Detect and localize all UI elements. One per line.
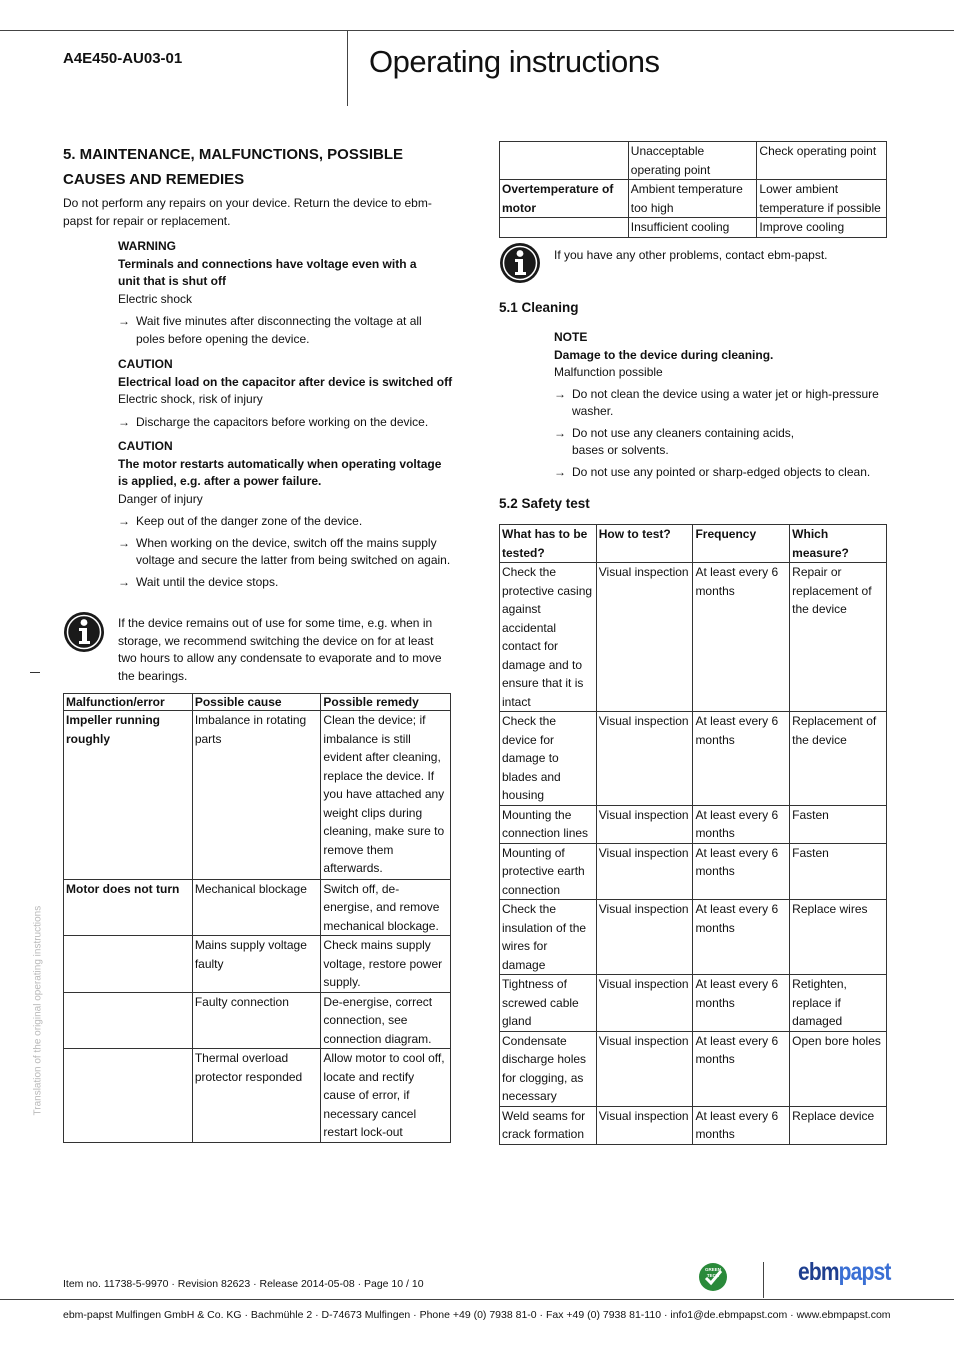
table-row — [500, 142, 887, 180]
side-note: Translation of the original operating instructions — [32, 905, 44, 1116]
table-header-cell: Malfunction/error — [64, 694, 193, 711]
header-divider — [347, 30, 348, 106]
malfunction-table — [63, 693, 451, 1143]
caution-label: CAUTION — [118, 357, 173, 371]
table-cell: Replace device — [790, 1106, 887, 1144]
table-cell: Visual inspection — [596, 1106, 693, 1144]
arrow-icon: → — [118, 574, 130, 589]
caution-effect: Danger of injury — [118, 491, 203, 506]
table-cell: Visual inspection — [596, 975, 693, 1032]
caution-block-2 — [118, 438, 453, 591]
table-cell: Switch off, de-energise, and remove mechanical blockage. — [321, 879, 451, 936]
greentech-badge — [698, 1262, 728, 1292]
table-header-row — [64, 694, 451, 711]
table-cell: Visual inspection — [596, 712, 693, 806]
table-cell: Insufficient cooling — [628, 218, 757, 238]
table-header-cell: What has to be tested? — [500, 525, 597, 563]
table-cell: Fasten — [790, 843, 887, 900]
table-cell: Weld seams for crack formation — [500, 1106, 597, 1144]
model-number: A4E450-AU03-01 — [63, 50, 183, 67]
table-cell: At least every 6 months — [693, 900, 790, 975]
table-cell: Overtemperature of motor — [500, 180, 629, 218]
caution-step: → When working on the device, switch off the mains supply voltage and secure the latter from being switched on again. — [118, 535, 451, 567]
table-cell: Mounting the connection lines — [500, 805, 597, 843]
logo-papst: papst — [838, 1258, 891, 1286]
safety-heading: 5.2 Safety test — [499, 496, 590, 511]
warning-title: Terminals and connections have voltage even with a unit that is shut off — [118, 256, 417, 288]
table-cell: Imbalance in rotating parts — [192, 711, 321, 880]
table-cell: Visual inspection — [596, 1031, 693, 1106]
table-cell: Check the device for damage to blades and housing — [500, 712, 597, 806]
warning-effect: Electric shock — [118, 291, 193, 306]
badge-text-top: GREEN — [704, 1267, 721, 1272]
table-cell — [500, 218, 629, 238]
footer-logo-divider — [763, 1262, 764, 1298]
note-effect: Malfunction possible — [554, 365, 663, 379]
cleaning-heading: 5.1 Cleaning — [499, 300, 579, 315]
table-cell: Mechanical blockage — [192, 879, 321, 936]
footer-item-line: Item no. 11738-5-9970 · Revision 82623 · Release 2014-05-08 · Page 10 / 10 — [63, 1278, 424, 1290]
arrow-icon: → — [118, 314, 130, 328]
header-top-rule — [0, 30, 954, 31]
footer-company-line: ebm-papst Mulfingen GmbH & Co. KG · Bachmühle 2 · D-74673 Mulfingen · Phone +49 (0) 7938 81-0 · Fax +49 (0) 7938 81-110 · info1@de.ebmpapst.com · www.ebmpapst.com — [63, 1309, 891, 1321]
table-cell: Improve cooling — [757, 218, 887, 238]
badge-text-bottom: TECH — [706, 1273, 720, 1278]
arrow-icon: → — [554, 464, 566, 479]
table-row — [500, 712, 887, 806]
table-header-cell: Which measure? — [790, 525, 887, 563]
warning-block — [118, 238, 453, 348]
footer-rule — [0, 1299, 954, 1300]
table-row — [500, 975, 887, 1032]
caution-title: Electrical load on the capacitor after device is switched off — [118, 374, 453, 389]
table-row — [64, 879, 451, 936]
table-cell: Open bore holes — [790, 1031, 887, 1106]
table-row — [64, 711, 451, 880]
table-cell: Retighten, replace if damaged — [790, 975, 887, 1032]
warning-label: WARNING — [118, 239, 176, 253]
page-title: Operating instructions — [369, 44, 660, 79]
table-cell: Ambient temperature too high — [628, 180, 757, 218]
cleaning-note-block — [554, 329, 884, 481]
table-cell: Allow motor to cool off, locate and rectify cause of error, if necessary cancel restart lock-out — [321, 1049, 451, 1143]
table-row — [500, 805, 887, 843]
table-header-cell: How to test? — [596, 525, 693, 563]
margin-mark — [30, 672, 40, 673]
arrow-icon: → — [118, 514, 130, 528]
table-cell: At least every 6 months — [693, 712, 790, 806]
table-row — [64, 992, 451, 1049]
table-cell: At least every 6 months — [693, 563, 790, 712]
table-cell: Mains supply voltage faulty — [192, 936, 321, 993]
info-note-contact: If you have any other problems, contact ebm-papst. — [554, 248, 828, 262]
caution-step: → Discharge the capacitors before working on the device. — [118, 414, 453, 432]
intro-text: Do not perform any repairs on your device. Return the device to ebm-papst for repair or replacement. — [63, 196, 432, 228]
table-cell: Visual inspection — [596, 563, 693, 712]
warning-step: → Wait five minutes after disconnecting the voltage at all poles before opening the device. — [118, 314, 422, 346]
info-note-storage: If the device remains out of use for some time, e.g. when in storage, we recommend switching the device on for at least two hours to allow any condensate to evaporate and to move the bearings. — [118, 616, 442, 683]
table-row — [500, 180, 887, 218]
table-row — [500, 563, 887, 712]
table-cell: At least every 6 months — [693, 1106, 790, 1144]
caution-step: → Keep out of the danger zone of the device. — [118, 513, 453, 531]
table-row — [500, 1106, 887, 1144]
table-cell: Check the protective casing against accidental contact for damage and to ensure that it is intact — [500, 563, 597, 712]
table-cell: Unacceptable operating point — [628, 142, 757, 180]
table-cell: Check operating point — [757, 142, 887, 180]
caution-effect: Electric shock, risk of injury — [118, 392, 263, 406]
table-cell: Check the insulation of the wires for damage — [500, 900, 597, 975]
table-cell: Visual inspection — [596, 900, 693, 975]
table-header-cell: Possible cause — [192, 694, 321, 711]
arrow-icon: → — [554, 386, 566, 401]
table-cell — [64, 936, 193, 993]
table-cell — [64, 1049, 193, 1143]
table-cell: Visual inspection — [596, 805, 693, 843]
table-cell: Replacement of the device — [790, 712, 887, 806]
malfunction-table-continued — [499, 141, 887, 238]
table-cell: At least every 6 months — [693, 1031, 790, 1106]
ebmpapst-logo — [798, 1258, 890, 1287]
table-cell: At least every 6 months — [693, 843, 790, 900]
arrow-icon: → — [554, 425, 566, 440]
table-header-cell: Possible remedy — [321, 694, 451, 711]
table-header-cell: Frequency — [693, 525, 790, 563]
table-cell: Condensate discharge holes for clogging, as necessary — [500, 1031, 597, 1106]
section-heading: 5. MAINTENANCE, MALFUNCTIONS, POSSIBLE CAUSES AND REMEDIES — [63, 146, 404, 188]
note-title: Damage to the device during cleaning. — [554, 347, 774, 362]
table-cell: Fasten — [790, 805, 887, 843]
table-row — [500, 843, 887, 900]
arrow-icon: → — [118, 414, 130, 429]
table-row — [500, 1031, 887, 1106]
info-icon — [499, 242, 541, 284]
caution-block-1 — [118, 356, 453, 431]
table-cell: Thermal overload protector responded — [192, 1049, 321, 1143]
caution-label: CAUTION — [118, 439, 173, 453]
safety-test-table — [499, 524, 887, 1145]
table-cell: Visual inspection — [596, 843, 693, 900]
table-row — [500, 218, 887, 238]
cleaning-step: → Do not use any pointed or sharp-edged objects to clean. — [554, 464, 884, 482]
table-row — [64, 1049, 451, 1143]
table-cell: Lower ambient temperature if possible — [757, 180, 887, 218]
table-cell: Repair or replacement of the device — [790, 563, 887, 712]
table-header-row — [500, 525, 887, 563]
cleaning-step: → Do not use any cleaners containing acids, bases or solvents. — [554, 425, 795, 457]
table-cell: At least every 6 months — [693, 805, 790, 843]
table-cell: At least every 6 months — [693, 975, 790, 1032]
logo-ebm: ebm — [798, 1258, 839, 1286]
table-cell — [64, 992, 193, 1049]
note-label: NOTE — [554, 330, 588, 344]
table-cell: De-energise, correct connection, see connection diagram. — [321, 992, 451, 1049]
table-cell: Check mains supply voltage, restore power supply. — [321, 936, 451, 993]
table-cell: Replace wires — [790, 900, 887, 975]
table-row — [500, 900, 887, 975]
arrow-icon: → — [118, 535, 130, 550]
table-cell: Tightness of screwed cable gland — [500, 975, 597, 1032]
cleaning-step: → Do not clean the device using a water jet or high-pressure washer. — [554, 386, 879, 418]
caution-title: The motor restarts automatically when operating voltage is applied, e.g. after a power failure. — [118, 456, 442, 488]
table-cell: Motor does not turn — [64, 879, 193, 936]
table-cell: Impeller running roughly — [64, 711, 193, 880]
table-cell: Mounting of protective earth connection — [500, 843, 597, 900]
caution-step: → Wait until the device stops. — [118, 574, 453, 592]
table-cell — [500, 142, 629, 180]
table-row — [64, 936, 451, 993]
table-cell: Faulty connection — [192, 992, 321, 1049]
info-icon — [63, 611, 105, 653]
table-cell: Clean the device; if imbalance is still evident after cleaning, replace the device. If you have attached any weight clips during cleaning, make sure to remove them afterwards. — [321, 711, 451, 880]
